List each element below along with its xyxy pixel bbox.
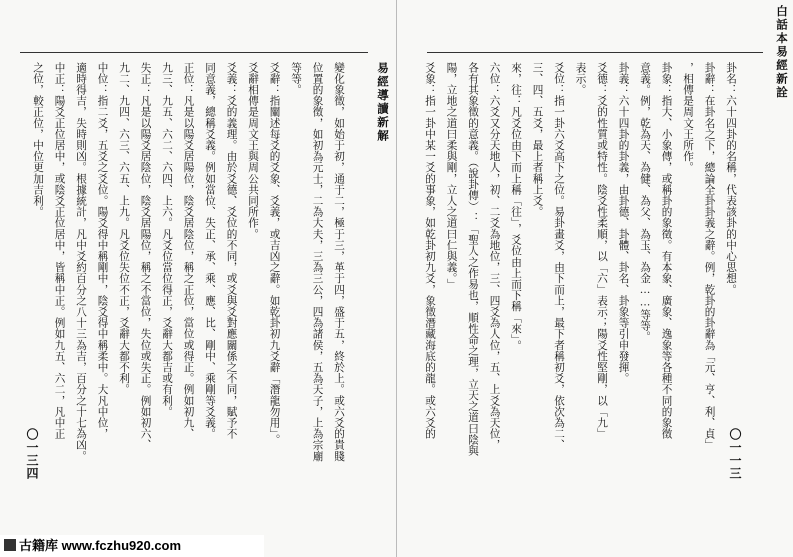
left-page-number: 〇一三四 xyxy=(25,428,39,480)
left-text-column: 適時得吉，失時則凶。根據統計，凡中爻約百分之八十三為吉，百分之十七為凶。 xyxy=(75,62,87,462)
right-header-rule xyxy=(427,52,763,53)
right-text-column: 爻德：爻的性質或特性。陰爻性柔順，以「六」表示；陽爻性堅剛，以「九」 xyxy=(596,62,608,440)
left-text-column: 正位：凡是以陽爻居陽位，陰爻居陰位，稱之正位，當位或得正。例如初九、 xyxy=(182,62,195,440)
right-running-header: 白話本易經新詮 xyxy=(775,5,789,100)
right-text-column: 爻位：指一卦六爻高下之位。易卦畫爻，由下而上，最下者稱初爻，依次為二、 xyxy=(553,62,565,451)
left-text-column: 等等。 xyxy=(290,62,302,96)
left-page xyxy=(0,0,396,557)
right-text-column: 卦象：指大、小象傳，或稱卦的象徵。有本象、廣象、逸象等各種不同的象徵 xyxy=(660,62,673,440)
left-header-rule xyxy=(20,52,368,53)
left-text-column: 中位：指二爻，五爻之爻位。陽爻得中稱剛中，陰爻得中稱柔中。大凡中位， xyxy=(96,62,109,440)
left-text-column: 同意義，總稱爻義。例如當位、失正、承、乘、應、比、剛中、乘剛等爻義。 xyxy=(204,62,216,440)
watermark-logo-icon xyxy=(4,539,16,551)
right-text-column: 陽，立地之道曰柔與剛，立人之道曰仁與義。」 xyxy=(445,62,458,290)
left-text-column: 失正：凡是以陽爻居陰位，陰爻居陽位，稱之不當位，失位或失正。例如初六、 xyxy=(139,62,152,451)
left-text-column: 變化象徵，如始于初，通于二，極于三，革于四，盛于五，終於上。或六爻的貴賤 xyxy=(333,62,345,462)
right-page xyxy=(397,0,793,557)
right-text-column: 卦名：六十四卦的名稱，代表該卦的中心思想。 xyxy=(725,62,737,296)
right-text-column: 意義。例，乾為天、為健、為父、為玉、為金……等等。 xyxy=(639,62,651,343)
right-text-column: 卦辭：在卦名之下，總論全卦卦義之辭。例，乾卦的卦辭為「元、亨、利、貞」 xyxy=(703,62,716,451)
left-text-column: 爻辭相傳是周文王與周公共同所作。 xyxy=(247,62,259,240)
left-text-column: 九三、九五、六二、六四、上六。凡爻位當位得正，爻辭大都吉或有利。 xyxy=(161,62,173,418)
left-running-header: 易經導讀新解 xyxy=(376,62,390,143)
left-text-column: 九二、九四、六三、六五、上九。凡爻位失位不正，爻辭大都不利。 xyxy=(118,62,130,395)
right-text-column: 卦義：六十四卦的卦義，由卦德、卦體、卦名、卦象等引申發揮。 xyxy=(617,62,630,384)
right-text-column: 表示。 xyxy=(574,62,587,96)
left-text-column: 爻義：爻的義理。由於爻德、爻位的不同，或爻與爻對應關係之不同，賦予不 xyxy=(225,62,238,440)
left-text-column: 位置的象徵，如初為元士，二為大夫，三為三公，四為諸侯，五為天子，上為宗廟 xyxy=(311,62,324,462)
right-text-column: 來，往：凡爻位由下而上稱「往」，爻位由上而下稱「來」。 xyxy=(510,62,522,352)
left-text-column: 之位，較正位，中位更加吉利。 xyxy=(32,62,44,218)
right-text-column: 六位：六爻又分天地人，初、二爻為地位，三、四爻為人位，五、上爻為天位， xyxy=(488,62,501,451)
right-page-number: 〇一一三 xyxy=(728,428,742,480)
left-text-column: 爻辭：指闡述每爻的爻象、爻義，或吉凶之辭。如乾卦初九爻辭「潛龍勿用」。 xyxy=(268,62,281,446)
right-text-column: 三、四、五爻，最上者稱上爻。 xyxy=(531,62,544,218)
right-text-column: 爻象：指一卦中某一爻的事象，如乾卦初九爻，象徵潛藏海底的龍。或六爻的 xyxy=(424,62,436,440)
watermark-banner xyxy=(0,535,264,557)
left-text-column: 中正：陽爻正位居中，或陰爻正位居中，皆稱中正。例如九五、六二，凡中正 xyxy=(53,62,66,440)
right-text-column: 各有其象徵的意義。（說卦傳）：「聖人之作易也，順性命之理，立天之道曰陰與 xyxy=(467,62,479,457)
right-text-column: ，相傳是周文王所作。 xyxy=(682,62,694,173)
watermark-text: 古籍库 www.fczhu920.com xyxy=(19,538,182,553)
